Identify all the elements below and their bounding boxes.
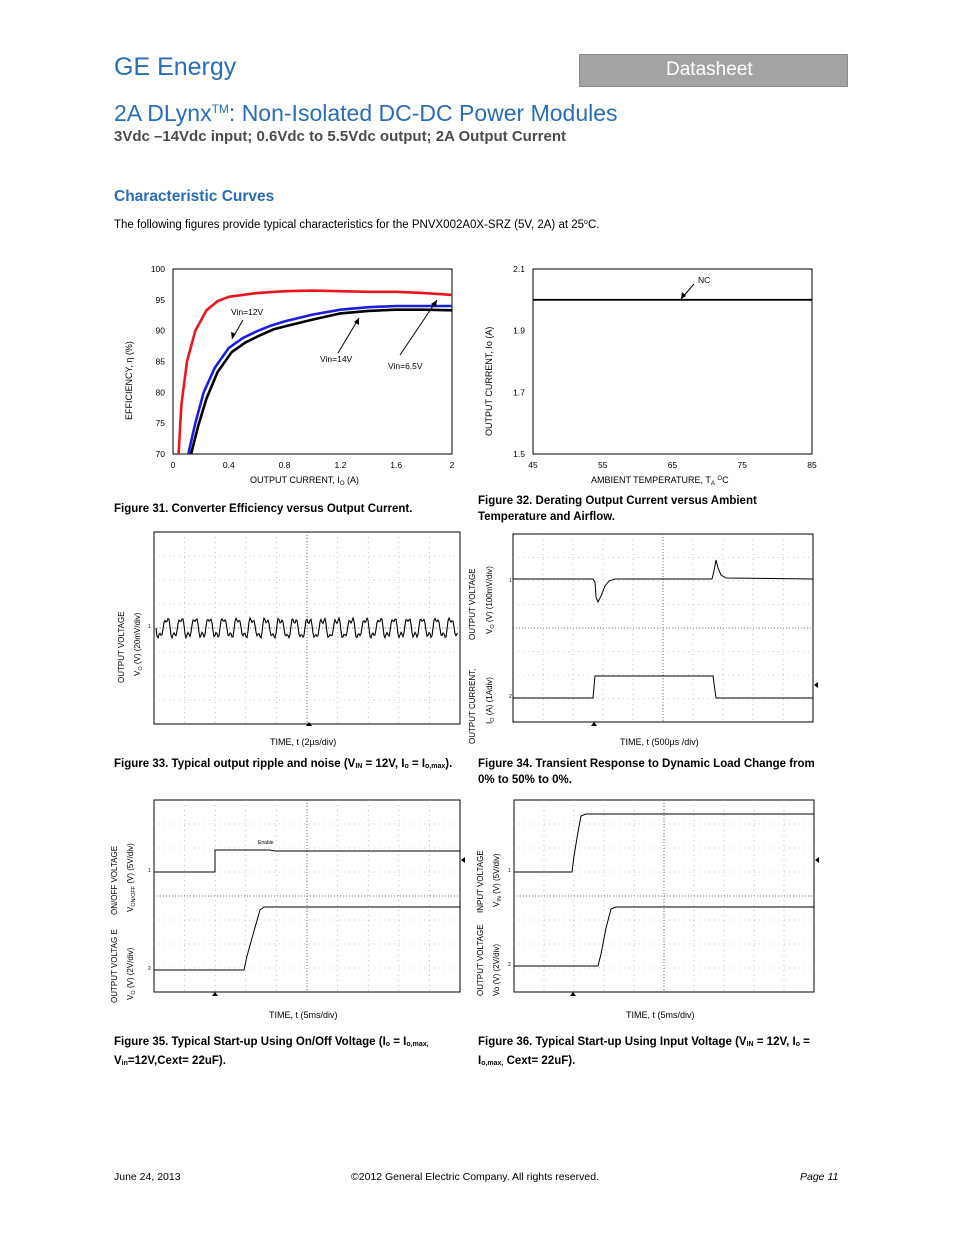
eff-arrowhead-14v [354,318,359,325]
fig33-cap-b: = 12V, I [362,758,405,770]
eff-xlabel: OUTPUT CURRENT, $I_O$ (A) [250,475,360,487]
ripple-xlabel: TIME, t (2µs/div) [270,737,337,747]
onoff-xlabel: TIME, t (5ms/div) [269,1010,338,1020]
ripple-scope [110,528,470,752]
onoff-startup-scope [104,796,470,1024]
der-xtick-label: 85 [807,460,817,470]
eff-annot-12v: Vin=12V [231,307,264,317]
der-ylabel: OUTPUT CURRENT, Io (A) [484,326,494,436]
eff-arrow-65v [400,300,437,355]
brand-title: GE Energy [114,53,237,81]
fig36-caption [478,1034,818,1072]
der-ytick-labels [513,264,525,459]
transient-ylabel-1: OUTPUT VOLTAGE [468,568,477,640]
fig33-cap-d: ). [445,758,453,770]
fig36-cap-c: = I [478,1036,810,1067]
page-title [114,100,618,127]
onoff-ylabel-1: ON/OFF VOLTAGE [110,845,119,915]
intro-degree: o [584,219,588,226]
intro-body: The following figures provide typical characteristics for the PNVX002A0X-SRZ (5V, 2A) at 25 [114,219,585,231]
der-ytick-label: 1.7 [513,387,525,398]
der-xtick-labels [528,460,817,470]
fig36-sub-o: o [795,1041,800,1048]
vin-ch2-marker: 2 [508,962,511,968]
der-arrowhead-nc [681,292,686,299]
vin-ylabel-2: $V_{IN}$ (V) (5V/div) [492,853,503,907]
ripple-ylabel-2: $V_O$ (V) (20mV/div) [133,612,144,676]
fig36-cap-a: Figure 36. Typical Start-up Using Input Voltage (V [478,1036,747,1048]
onoff-ylabel-3: OUTPUT VOLTAG E [110,929,119,1003]
eff-ytick-label: 100 [150,264,165,274]
fig31-caption: Figure 31. Converter Efficiency versus Output Current. [114,503,413,515]
fig35-cap-b: = I [390,1036,407,1048]
vin-ylabel-4: Vo (V) (2V/div) [492,943,501,996]
page-subtitle: 3Vdc –14Vdc input; 0.6Vdc to 5.5Vdc output; 2A Output Current [114,128,566,145]
eff-arrow-14v [338,318,359,353]
transient-level-marker [814,682,818,688]
eff-annot-14v: Vin=14V [320,354,353,364]
footer-copyright: ©2012 General Electric Company. All rights reserved. [351,1171,599,1183]
vin-xlabel: TIME, t (5ms/div) [626,1010,695,1020]
datasheet-label: Datasheet [666,59,753,80]
fig36-cap-d: Cext= 22uF). [503,1055,576,1067]
fig32-caption: Figure 32. Derating Output Current versus Ambient Temperature and Airflow. [478,495,757,523]
derating-chart [478,258,838,490]
der-ytick-label: 2.1 [513,264,525,274]
fig33-caption [114,756,459,775]
eff-xtick-label: 1.6 [390,460,403,470]
intro-tail: C. [587,219,600,231]
der-ytick-label: 1.9 [513,325,525,336]
eff-xtick-label: 0.4 [222,460,235,470]
intro-text [114,219,599,231]
ripple-ylabel-1: OUTPUT VOLTAGE [117,611,126,683]
transient-ylabel-2: $V_O$ (V) (100mV/div) [485,566,496,634]
fig35-cap-a: Figure 35. Typical Start-up Using On/Off Voltage (I [114,1036,386,1048]
fig33-sub-omax: o,max [425,763,446,770]
der-ytick-label: 1.5 [513,449,525,459]
section-title: Characteristic Curves [114,188,275,205]
eff-ytick-label: 75 [155,418,165,429]
efficiency-chart [110,258,470,490]
title-rest: : Non-Isolated DC-DC Power Modules [228,100,618,126]
transient-ch1-marker: 1 [509,578,512,584]
vin-level-marker [815,857,819,863]
fig35-sub-omax: o,max, [406,1041,429,1048]
fig36-sub-in: IN [746,1041,754,1048]
der-xtick-label: 45 [528,460,538,470]
eff-xtick-label: 0 [170,460,176,470]
onoff-ylabel-2: $V_{ON/OFF}$ (V) (5V/div) [126,843,137,912]
vin-ch1-marker: 1 [508,868,511,874]
footer-date: June 24, 2013 [114,1171,181,1183]
fig33-sub-in: IN [355,763,363,770]
der-xtick-label: 55 [598,460,608,470]
eff-ylabel: EFFICIENCY, η (%) [124,341,134,420]
transient-ch2-marker: 2 [509,694,512,700]
der-xtick-label: 65 [667,460,678,470]
eff-ytick-label: 80 [155,387,165,398]
transient-scope [468,528,828,752]
fig36-cap-b: = 12V, I [753,1036,796,1048]
eff-ytick-label: 90 [155,325,165,336]
fig33-cap-c: = I [408,758,426,770]
vin-startup-scope [470,796,830,1024]
transient-ylabel-3: OUTPUT CURRENT, [468,668,477,744]
der-xlabel: AMBIENT TEMPERATURE, $T_A$ $^O$C [591,475,729,487]
fig35-caption [114,1034,459,1072]
eff-xtick-label: 0.8 [278,460,291,470]
onoff-level-marker [461,857,465,863]
eff-series-line-2 [191,310,452,454]
eff-xtick-labels [171,460,455,470]
title-trademark: TM [211,102,229,116]
onoff-ch2-marker: 2 [148,966,151,972]
transient-ylabel-4: $I_O$ (A) (1Adiv) [485,677,496,724]
eff-annot-65v: Vin=6.5V [388,361,423,371]
transient-trigger-marker [591,722,597,726]
der-annot-nc: NC [698,275,711,285]
vin-ylabel-3: OUTPUT VOLTAGE [476,924,485,996]
footer-page: Page 11 [800,1171,839,1183]
fig36-sub-omax: o,max, [481,1060,504,1067]
der-xtick-label: 75 [737,460,747,470]
fig33-cap-a: Figure 33. Typical output ripple and noise (V [114,758,356,770]
eff-ytick-label: 95 [155,294,165,305]
vin-ylabel-1: INPUT VOLTAGE [476,850,485,913]
fig35-sub-o: o [385,1041,391,1048]
fig33-sub-o: o [404,763,409,770]
fig35-cap-d: =12V,Cext= 22uF). [127,1055,226,1067]
ripple-ch-marker: 1 [148,624,151,630]
eff-series-line-1 [188,306,452,454]
eff-ytick-label: 70 [155,449,165,459]
onoff-ch1-marker: 1 [148,868,151,874]
fig35-cap-c: V [114,1055,122,1067]
eff-xtick-label: 1.2 [334,460,347,470]
onoff-ylabel-4: $V_O$ (V) (2V/div) [126,947,137,1000]
fig35-sub-in: in [121,1060,128,1067]
eff-ytick-label: 85 [155,356,165,367]
der-plot-frame [533,269,812,454]
vin-trigger-marker [570,992,576,996]
onoff-trace-tag: Enable [258,840,274,846]
onoff-trigger-marker [212,992,218,996]
transient-xlabel: TIME, t (500µs /div) [620,737,699,747]
eff-xtick-label: 2 [449,460,455,470]
eff-ytick-labels [151,264,165,459]
fig34-caption: Figure 34. Transient Response to Dynamic Load Change from 0% to 50% to 0%. [478,758,815,786]
eff-series-lines [179,291,452,454]
title-main: 2A DLynx [114,100,212,126]
